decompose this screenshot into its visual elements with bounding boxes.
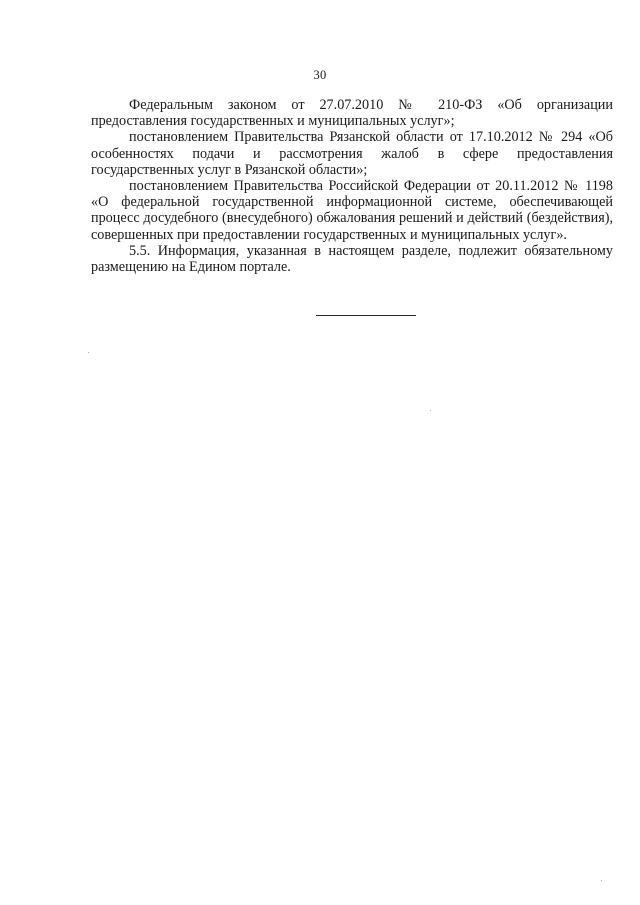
- page-number: 30: [313, 68, 327, 82]
- end-of-text-rule: [316, 315, 416, 316]
- paragraph-section-5-5: 5.5. Информация, указанная в настоящем разделе, подлежит обязательному размещению на Едином портале.: [91, 242, 613, 276]
- scan-speck: [88, 352, 89, 353]
- scan-speck: [430, 410, 431, 411]
- paragraph-federal-law: Федеральным законом от 27.07.2010 № 210-ФЗ «Об организации предоставления государственных и муниципальных услуг»;: [91, 97, 613, 130]
- paragraph-ryazan-resolution: постановлением Правительства Рязанской области от 17.10.2012 № 294 «Об особенностях подачи и рассмотрения жалоб в сфере предоставления государственных услуг в Рязанской области»;: [91, 129, 613, 178]
- document-body: [91, 97, 613, 275]
- scan-speck: [601, 880, 602, 881]
- paragraph-federal-resolution: постановлением Правительства Российской Федерации от 20.11.2012 № 1198 «О федеральной государственной информационной системе, обеспечивающей процесс досудебного (внесудебного) обжалования решений и действий (бездействия), совершенных при предоставлении государственных и муниципальных услуг».: [91, 178, 613, 243]
